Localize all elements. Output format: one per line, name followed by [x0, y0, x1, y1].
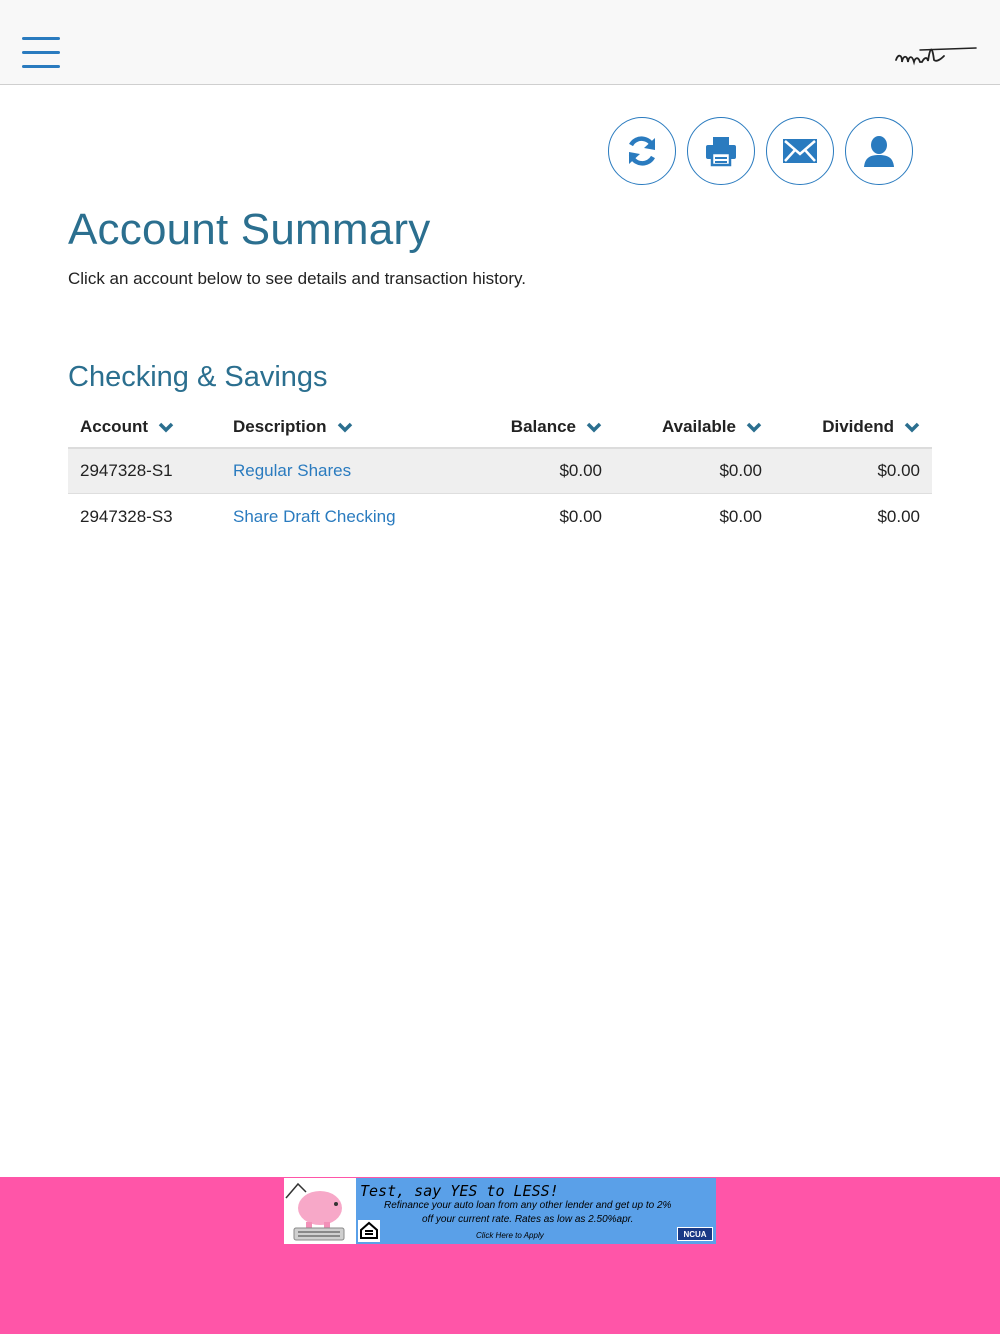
available-value: $0.00: [719, 506, 762, 526]
dividend-value: $0.00: [877, 461, 920, 480]
sort-dividend-header[interactable]: [822, 417, 920, 437]
chevron-down-icon: [586, 422, 602, 433]
header-label: Account: [80, 417, 148, 436]
chevron-down-icon: [746, 422, 762, 433]
available-value: $0.00: [719, 461, 762, 480]
dividend-value: $0.00: [877, 506, 920, 526]
ad-headline: Test, say YES to LESS!: [360, 1182, 559, 1200]
ad-text-line2: off your current rate. Rates as low as 2.50%apr.: [422, 1214, 634, 1225]
header-label: Description: [233, 417, 327, 436]
messages-button[interactable]: [766, 117, 834, 185]
refresh-icon: [624, 133, 660, 169]
print-button[interactable]: [687, 117, 755, 185]
ncua-badge: NCUA: [677, 1227, 713, 1241]
piggy-bank-icon: [284, 1178, 356, 1244]
header-label: Balance: [510, 417, 576, 436]
action-toolbar: [608, 117, 913, 185]
hamburger-icon[interactable]: [22, 37, 60, 69]
account-description-link[interactable]: Regular Shares: [233, 461, 352, 480]
piggy-bank-image: [284, 1178, 356, 1244]
equal-housing-lender-icon: [358, 1220, 380, 1242]
header-label: Dividend: [822, 417, 894, 436]
chevron-down-icon: [158, 422, 174, 433]
ad-cta[interactable]: Click Here to Apply: [476, 1231, 544, 1240]
ad-text-line1: Refinance your auto loan from any other lender and get up to 2%: [384, 1200, 672, 1211]
page-title: Account Summary: [68, 205, 431, 254]
accounts-table: [68, 407, 932, 539]
account-number: 2947328-S1: [80, 461, 173, 480]
sort-account-header[interactable]: [80, 417, 174, 437]
user-icon: [861, 133, 897, 169]
account-description-link[interactable]: Share Draft Checking: [233, 506, 396, 526]
signature-logo: [890, 38, 980, 72]
table-header: [68, 407, 932, 449]
sort-available-header[interactable]: [662, 417, 762, 437]
account-number: 2947328-S3: [80, 506, 173, 526]
sort-description-header[interactable]: [233, 417, 353, 437]
section-title: Checking & Savings: [68, 361, 328, 393]
sort-balance-header[interactable]: [511, 417, 602, 437]
table-row[interactable]: [68, 449, 932, 494]
top-bar: [0, 0, 1000, 85]
ad-banner[interactable]: [284, 1178, 716, 1244]
chevron-down-icon: [904, 422, 920, 433]
refresh-button[interactable]: [608, 117, 676, 185]
balance-value: $0.00: [559, 506, 602, 526]
chevron-down-icon: [337, 422, 353, 433]
table-row[interactable]: [68, 494, 932, 539]
balance-value: $0.00: [559, 461, 602, 480]
envelope-icon: [781, 136, 819, 166]
printer-icon: [703, 133, 739, 169]
profile-button[interactable]: [845, 117, 913, 185]
header-label: Available: [661, 417, 736, 436]
page-subtitle: Click an account below to see details and transaction history.: [68, 269, 526, 288]
